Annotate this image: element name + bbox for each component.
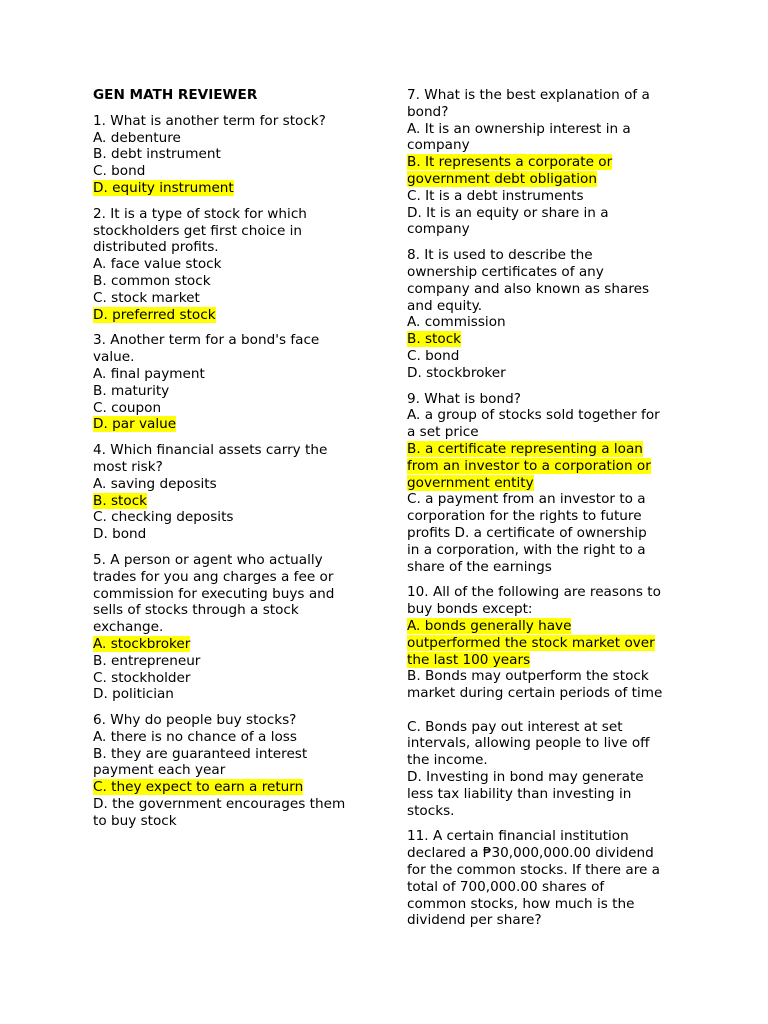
line-text: government entity [407,474,534,491]
question-line [407,264,692,281]
question-line [93,586,378,603]
line-text: A. bonds generally have [407,617,572,634]
line-text: a set price [407,424,479,441]
left-question-list [93,113,378,830]
question-line [93,400,378,417]
line-text: less tax liability than investing in [407,785,632,802]
line-text: most risk? [93,458,163,475]
line-text: B. a certificate representing a loan [407,440,643,457]
line-text: 9. What is bond? [407,390,521,407]
question-line [93,163,378,180]
line-text: company and also known as shares [407,280,650,297]
line-text: company [407,221,470,238]
line-text: profits D. a certificate of ownership [407,524,647,541]
line-text: stockholders get first choice in [93,222,303,239]
question-line [407,702,692,719]
line-text: B. maturity [93,382,170,399]
line-text: total of 700,000.00 shares of [407,878,605,895]
highlighted-answer-line [407,635,692,652]
question-line [407,491,692,508]
question-line [93,569,378,586]
line-text: D. the government encourages them [93,796,346,813]
question-line [93,256,378,273]
line-text: and equity. [407,297,483,314]
question-block [407,391,692,576]
line-text: to buy stock [93,812,177,829]
question-line [407,247,692,264]
question-line [93,619,378,636]
line-text: common stocks, how much is the [407,895,635,912]
question-line [407,121,692,138]
question-block [407,828,692,929]
question-line [407,87,692,104]
question-block [407,87,692,238]
question-line [407,845,692,862]
highlighted-answer-line [407,618,692,635]
highlighted-answer-line [407,475,692,492]
question-line [407,719,692,736]
question-line [93,686,378,703]
document-title: GEN MATH REVIEWER [93,87,258,103]
line-text: 6. Why do people buy stocks? [93,712,297,729]
highlighted-answer-line [93,493,378,510]
question-line [93,366,378,383]
line-text: 11. A certain financial institution [407,828,629,845]
line-text: B. stock [407,331,462,348]
line-text: 3. Another term for a bond's face [93,332,320,349]
question-line [93,273,378,290]
question-line [407,221,692,238]
question-line [93,602,378,619]
line-text: government debt obligation [407,170,597,187]
question-line [407,559,692,576]
question-line [93,509,378,526]
line-text: D. preferred stock [93,306,216,323]
line-text: C. stockholder [93,669,191,686]
line-text: payment each year [93,762,226,779]
line-text: A. a group of stocks sold together for [407,407,660,424]
question-line [93,130,378,147]
highlighted-answer-line [407,441,692,458]
highlighted-answer-line [407,458,692,475]
right-question-list [407,87,692,929]
question-line [93,459,378,476]
question-line [407,348,692,365]
line-text: intervals, allowing people to live off [407,735,650,752]
question-line [407,786,692,803]
line-text: market during certain periods of time [407,685,663,702]
line-text: C. a payment from an investor to a [407,491,646,508]
question-line [407,735,692,752]
question-line [93,349,378,366]
line-text: 2. It is a type of stock for which [93,205,307,222]
line-text: A. debenture [93,129,181,146]
line-text: B. entrepreneur [93,652,201,669]
question-line [93,796,378,813]
question-line [407,188,692,205]
question-line [93,476,378,493]
question-line [93,813,378,830]
line-text: 10. All of the following are reasons to [407,584,661,601]
question-line [407,407,692,424]
line-text: 8. It is used to describe the [407,247,593,264]
question-line [407,104,692,121]
line-text: B. stock [93,492,148,509]
question-line [407,298,692,315]
line-text: trades for you ang charges a fee or [93,568,334,585]
line-text: distributed profits. [93,239,219,256]
question-line [93,113,378,130]
line-text: D. par value [93,416,177,433]
line-text: exchange. [93,619,164,636]
line-text: share of the earnings [407,558,552,575]
question-block [93,552,378,703]
line-text: for the common stocks. If there are a [407,862,661,879]
question-line [407,281,692,298]
line-text: the income. [407,752,488,769]
question-line [407,685,692,702]
question-line [93,526,378,543]
line-text: D. equity instrument [93,179,234,196]
question-line [407,828,692,845]
line-text: C. coupon [93,399,162,416]
highlighted-answer-line [93,307,378,324]
line-text: sells of stocks through a stock [93,602,299,619]
question-line [407,137,692,154]
highlighted-answer-line [93,779,378,796]
question-block [407,247,692,381]
line-text: declared a ₱30,000,000.00 dividend [407,845,654,862]
highlighted-answer-line [93,180,378,197]
question-block [93,442,378,543]
line-text: 4. Which financial assets carry the [93,442,328,459]
line-text: outperformed the stock market over [407,634,655,651]
question-block [93,712,378,830]
line-text: stocks. [407,802,455,819]
line-text: B. debt instrument [93,146,221,163]
question-line [407,896,692,913]
line-text: 7. What is the best explanation of a [407,87,650,103]
question-line [407,769,692,786]
line-text: the last 100 years [407,651,531,668]
highlighted-answer-line [93,416,378,433]
question-line [93,223,378,240]
question-line [407,752,692,769]
question-block [93,332,378,433]
question-line [407,391,692,408]
question-line [93,729,378,746]
question-line [407,912,692,929]
line-text: A. face value stock [93,256,222,273]
line-text: buy bonds except: [407,601,533,618]
line-text: B. It represents a corporate or [407,154,613,171]
line-text: C. they expect to earn a return [93,779,304,796]
question-line [407,314,692,331]
line-text: in a corporation, with the right to a [407,541,646,558]
question-line [407,525,692,542]
question-line [407,879,692,896]
highlighted-answer-line [407,154,692,171]
highlighted-answer-line [407,652,692,669]
line-text: corporation for the rights to future [407,508,642,525]
line-text: D. stockbroker [407,364,506,381]
line-text: A. commission [407,314,506,331]
question-line [93,762,378,779]
right-column [407,87,692,938]
question-line [93,442,378,459]
question-line [407,542,692,559]
line-text: C. stock market [93,289,200,306]
line-text: B. common stock [93,272,211,289]
question-line [93,746,378,763]
question-block [93,113,378,197]
question-line [93,653,378,670]
question-line [407,424,692,441]
line-text: D. politician [93,686,174,703]
line-text: A. final payment [93,365,205,382]
question-block [407,584,692,819]
highlighted-answer-line [407,171,692,188]
question-line [93,290,378,307]
highlighted-answer-line [407,331,692,348]
line-text: D. It is an equity or share in a [407,204,609,221]
question-line [407,668,692,685]
line-text: C. Bonds pay out interest at set [407,718,623,735]
question-line [407,601,692,618]
line-text: 5. A person or agent who actually [93,551,323,568]
line-text: value. [93,349,135,366]
line-text: C. bond [93,163,146,180]
line-text: D. bond [93,526,147,543]
question-line [93,206,378,223]
line-text [407,702,411,718]
question-line [407,205,692,222]
highlighted-answer-line [93,636,378,653]
line-text: from an investor to a corporation or [407,457,651,474]
line-text: dividend per share? [407,912,542,929]
question-line [93,146,378,163]
line-text: 1. What is another term for stock? [93,112,326,129]
question-line [407,584,692,601]
line-text: commission for executing buys and [93,585,335,602]
question-line [93,552,378,569]
question-line [407,803,692,820]
question-line [407,508,692,525]
question-line [407,365,692,382]
line-text: A. stockbroker [93,635,191,652]
line-text: A. there is no chance of a loss [93,728,297,745]
question-block [93,206,378,324]
left-column [93,87,378,839]
question-line [93,712,378,729]
line-text: C. bond [407,347,460,364]
line-text: A. saving deposits [93,475,217,492]
question-line [93,383,378,400]
line-text: B. they are guaranteed interest [93,745,308,762]
line-text: C. checking deposits [93,509,234,526]
line-text: C. It is a debt instruments [407,187,584,204]
line-text: company [407,137,470,154]
line-text: A. It is an ownership interest in a [407,120,631,137]
line-text: bond? [407,103,449,120]
line-text: D. Investing in bond may generate [407,769,644,786]
line-text: B. Bonds may outperform the stock [407,668,649,685]
question-line [93,239,378,256]
question-line [407,862,692,879]
question-line [93,332,378,349]
line-text: ownership certificates of any [407,263,604,280]
question-line [93,670,378,687]
